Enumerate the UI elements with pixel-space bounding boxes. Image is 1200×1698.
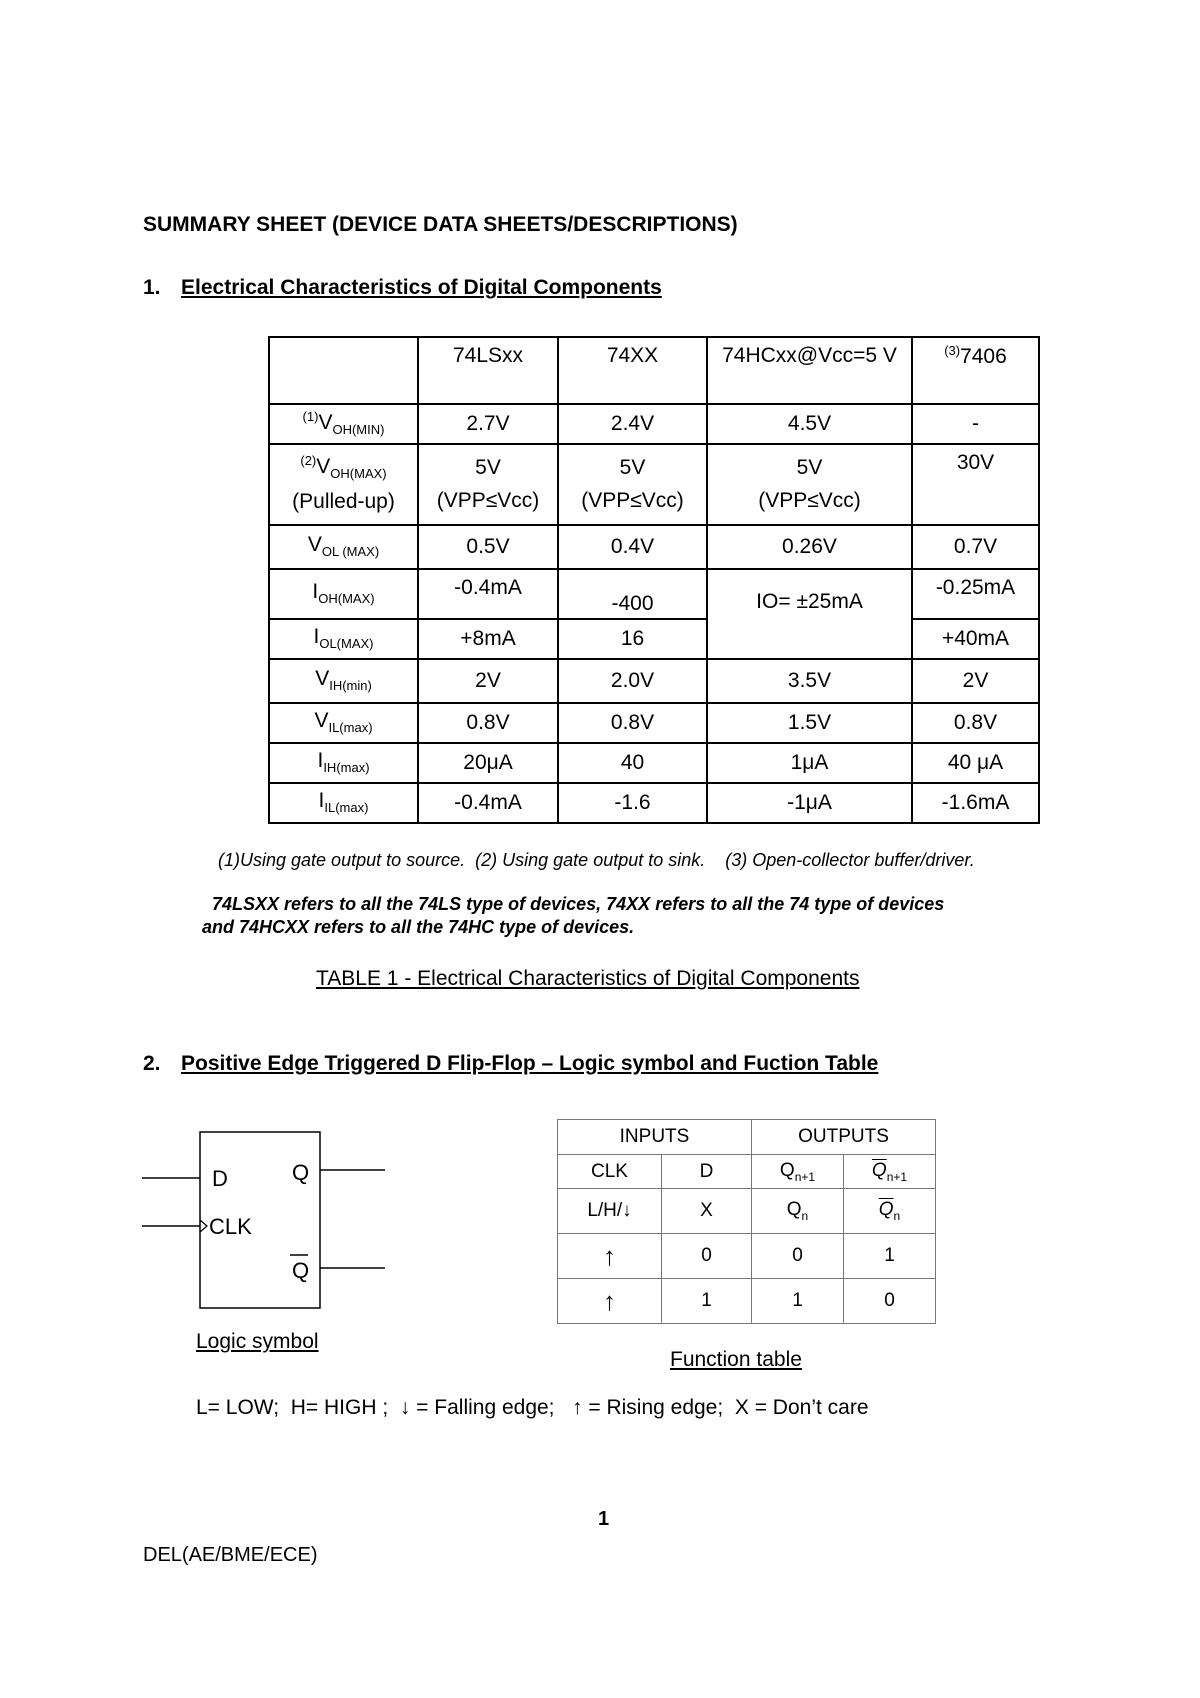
- function-table: [557, 1119, 936, 1324]
- legend: L= LOW; H= HIGH ; ↓ = Falling edge; ↑ = Rising edge; X = Don’t care: [196, 1396, 869, 1419]
- header-7406: $^{(3)}$7406: [912, 337, 1039, 404]
- refers-note-line-1: 74LSXX refers to all the 74LS type of devices, 74XX refers to all the 74 type of devices: [212, 894, 945, 914]
- falling-edge-arrow-icon: ↓: [622, 1200, 632, 1221]
- electrical-characteristics-table: [268, 336, 1040, 824]
- table-row-voh-min: [269, 404, 1039, 444]
- function-table-row: [558, 1189, 936, 1234]
- table-row-vol-max: [269, 525, 1039, 569]
- section-2-title: Positive Edge Triggered D Flip-Flop – Logic symbol and Fuction Table: [181, 1052, 879, 1075]
- q-label: Q: [292, 1160, 310, 1185]
- d-flip-flop-logic-symbol: [130, 1120, 400, 1320]
- cell: 40 μA: [912, 743, 1039, 783]
- param-iil-max: $I_{IL(max)}$: [269, 783, 418, 823]
- cell: 0.8V: [912, 703, 1039, 743]
- cell: +8mA: [418, 619, 558, 659]
- cell: 16: [558, 619, 707, 659]
- cell: 2V: [418, 659, 558, 703]
- cell: -0.25mA: [912, 569, 1039, 619]
- section-1-heading: [143, 276, 662, 300]
- qbar-label: Q: [292, 1258, 310, 1283]
- function-table-row: [558, 1234, 936, 1279]
- section-2-heading: [143, 1052, 878, 1076]
- cell: $\overline{Q}_n$: [844, 1189, 936, 1234]
- page-number: 1: [598, 1508, 610, 1530]
- cell: 1.5V: [707, 703, 912, 743]
- cell: 2.7V: [418, 404, 558, 444]
- cell: 0.4V: [558, 525, 707, 569]
- section-2-number: 2.: [143, 1052, 161, 1075]
- cell: 2V: [912, 659, 1039, 703]
- cell: 0: [844, 1279, 936, 1324]
- cell: 0.26V: [707, 525, 912, 569]
- param-vol-max: $V_{OL (MAX)}$: [269, 525, 418, 569]
- header-74lsxx: 74LSxx: [418, 337, 558, 404]
- logic-symbol-caption: Logic symbol: [196, 1330, 319, 1353]
- cell-io-merged: IO= ±25mA: [707, 569, 912, 659]
- cell: X: [662, 1189, 752, 1234]
- cell: 5V (VPP≤Vcc): [707, 444, 912, 525]
- param-voh-max: $^{(2)}V_{OH(MAX)}$ (Pulled-up): [269, 444, 418, 525]
- cell: -0.4mA: [418, 783, 558, 823]
- cell: 1: [662, 1279, 752, 1324]
- function-table-caption: Function table: [670, 1348, 802, 1371]
- table-row-vil-max: [269, 703, 1039, 743]
- cell: 1μA: [707, 743, 912, 783]
- param-ioh-max: $I_{OH(MAX)}$: [269, 569, 418, 619]
- inputs-group-header: INPUTS: [558, 1120, 752, 1155]
- param-vil-max: $V_{IL(max)}$: [269, 703, 418, 743]
- header-74xx: 74XX: [558, 337, 707, 404]
- table-row-iil-max: [269, 783, 1039, 823]
- cell: 5V (VPP≤Vcc): [418, 444, 558, 525]
- cell: 5V (VPP≤Vcc): [558, 444, 707, 525]
- cell: 40: [558, 743, 707, 783]
- cell: 3.5V: [707, 659, 912, 703]
- cell: 0: [662, 1234, 752, 1279]
- cell: -1.6mA: [912, 783, 1039, 823]
- d-label: D: [212, 1166, 228, 1191]
- table-header-row: [269, 337, 1039, 404]
- cell: 0.8V: [418, 703, 558, 743]
- col-d: D: [662, 1155, 752, 1189]
- clock-edge-triangle: [200, 1220, 207, 1232]
- cell: -0.4mA: [418, 569, 558, 619]
- col-qbar-next: $\overline{Q}_{n+1}$: [844, 1155, 936, 1189]
- cell: -400: [558, 569, 707, 619]
- table-row-voh-max: [269, 444, 1039, 525]
- refers-note-line-2: and 74HCXX refers to all the 74HC type of devices.: [202, 917, 635, 937]
- cell: 1: [752, 1279, 844, 1324]
- table-row-iol-max: [269, 619, 1039, 659]
- cell: -1μA: [707, 783, 912, 823]
- param-voh-min: $^{(1)}V_{OH(MIN)}$: [269, 404, 418, 444]
- cell: 0.8V: [558, 703, 707, 743]
- outputs-group-header: OUTPUTS: [752, 1120, 936, 1155]
- cell: -1.6: [558, 783, 707, 823]
- param-vih-min: $V_{IH(min)}$: [269, 659, 418, 703]
- page-title: SUMMARY SHEET (DEVICE DATA SHEETS/DESCRIPTIONS): [143, 213, 738, 236]
- rising-edge-arrow-icon: ↑: [558, 1234, 662, 1279]
- table-row-iih-max: [269, 743, 1039, 783]
- cell: 1: [844, 1234, 936, 1279]
- footnotes: (1)Using gate output to source. (2) Using gate output to sink. (3) Open-collector buffer/driver.: [218, 850, 975, 870]
- cell: +40mA: [912, 619, 1039, 659]
- clk-label: CLK: [209, 1214, 252, 1239]
- cell: 20μA: [418, 743, 558, 783]
- function-table-row: [558, 1279, 936, 1324]
- function-table-group-row: [558, 1120, 936, 1155]
- cell: 2.0V: [558, 659, 707, 703]
- rising-edge-arrow-icon: ↑: [558, 1279, 662, 1324]
- cell: -: [912, 404, 1039, 444]
- header-empty: [269, 337, 418, 404]
- header-74hcxx: 74HCxx@Vcc=5 V: [707, 337, 912, 404]
- section-1-number: 1.: [143, 276, 161, 299]
- section-1-title: Electrical Characteristics of Digital Components: [181, 276, 662, 299]
- footer-text: DEL(AE/BME/ECE): [143, 1544, 318, 1566]
- param-iih-max: $I_{IH(max)}$: [269, 743, 418, 783]
- table-row-vih-min: [269, 659, 1039, 703]
- col-q-next: $Q_{n+1}$: [752, 1155, 844, 1189]
- function-table-header-row: [558, 1155, 936, 1189]
- param-iol-max: $I_{OL(MAX)}$: [269, 619, 418, 659]
- cell: 0.5V: [418, 525, 558, 569]
- cell: $Q_n$: [752, 1189, 844, 1234]
- cell: 0: [752, 1234, 844, 1279]
- table-1-caption: TABLE 1 - Electrical Characteristics of Digital Components: [316, 967, 860, 990]
- col-clk: CLK: [558, 1155, 662, 1189]
- cell: 4.5V: [707, 404, 912, 444]
- cell-clk-hold: L/H/↓: [558, 1189, 662, 1234]
- cell: 0.7V: [912, 525, 1039, 569]
- cell: 30V: [912, 444, 1039, 525]
- table-row-ioh-max: [269, 569, 1039, 619]
- cell: 2.4V: [558, 404, 707, 444]
